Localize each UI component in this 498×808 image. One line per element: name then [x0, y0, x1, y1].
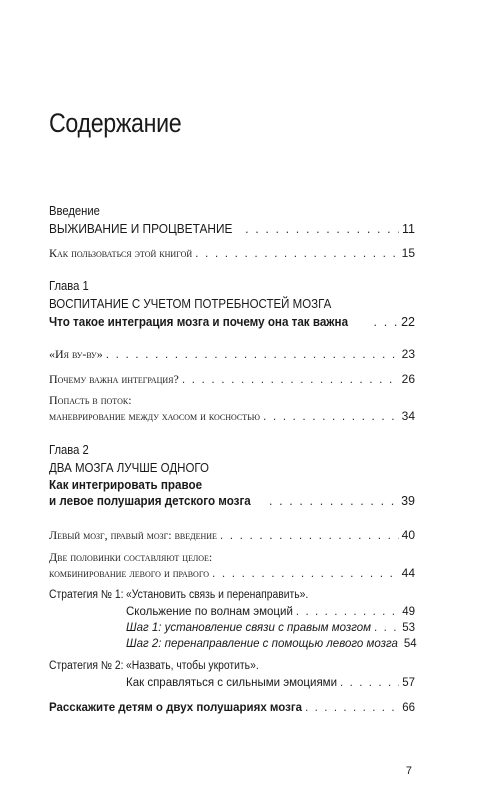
page-title: Содержание	[49, 108, 182, 138]
page-ref: 23	[401, 347, 415, 361]
page-ref: 66	[402, 702, 415, 714]
dot-leader	[220, 528, 399, 542]
toc-entry-strategy1[interactable]	[126, 606, 415, 618]
toc-entry-two-halves[interactable]	[49, 566, 415, 581]
dot-leader	[296, 606, 399, 618]
toc-entry-left-right-intro[interactable]	[49, 528, 415, 543]
page-ref: 11	[402, 222, 415, 236]
tell-children-text: Расскажите детям о двух полушариях мозга	[49, 702, 303, 714]
dot-leader	[340, 677, 399, 689]
chapter2-sub-line1: Как интегрировать правое	[49, 478, 203, 492]
chapter2-label: Глава 2	[49, 443, 89, 457]
flow-line1: Попасть в поток:	[49, 393, 132, 407]
strategy2-subtitle: Как справляться с сильными эмоциями	[126, 677, 338, 689]
dot-leader	[212, 566, 399, 580]
dot-leader	[195, 246, 399, 260]
dot-leader	[269, 494, 398, 508]
dot-leader	[106, 347, 399, 361]
strategy1-quote: «Установить связь и перенаправить».	[126, 589, 309, 601]
page-ref: 53	[402, 622, 415, 634]
chapter2-heading: ДВА МОЗГА ЛУЧШЕ ОДНОГО	[49, 461, 209, 475]
dot-leader	[182, 372, 399, 386]
page-ref: 54	[403, 638, 417, 650]
step1-text: Шаг 1: установление связи с правым мозгом	[126, 622, 372, 634]
dot-leader	[263, 409, 399, 423]
two-halves-line1: Две половинки составляют целое:	[49, 550, 213, 564]
flow-line2: маневрирование между хаосом и косностью	[49, 409, 260, 423]
step2-text: Шаг 2: перенаправление с помощью левого мозга	[126, 638, 398, 650]
intro-label: Введение	[49, 204, 100, 218]
toc-entry-intro-heading[interactable]	[49, 222, 415, 236]
page-ref: 26	[401, 372, 415, 386]
dot-leader	[305, 702, 399, 714]
dot-leader	[374, 315, 399, 329]
strategy1-subtitle: Скольжение по волнам эмоций	[126, 606, 293, 618]
ia-vu-vu-text: «Ия ву-ву»	[49, 347, 103, 361]
toc-entry-how-to-use[interactable]	[49, 246, 415, 261]
dot-leader	[245, 222, 399, 236]
toc-entry-chapter2-sub[interactable]	[49, 494, 415, 508]
page-number: 7	[405, 765, 412, 777]
page-ref: 57	[402, 677, 415, 689]
toc-entry-tell-children[interactable]	[49, 702, 415, 714]
chapter1-label: Глава 1	[49, 279, 89, 293]
strategy2-label: Стратегия № 2:	[49, 660, 124, 672]
page-ref: 44	[401, 566, 415, 580]
strategy2-quote: «Назвать, чтобы укротить».	[126, 660, 259, 672]
how-to-use-text: Как пользоваться этой книгой	[49, 246, 193, 260]
toc-entry-strategy2[interactable]	[126, 677, 415, 689]
page-ref: 40	[401, 528, 415, 542]
page-ref: 39	[401, 494, 415, 508]
page-ref: 34	[401, 409, 415, 423]
page-ref: 49	[402, 606, 415, 618]
why-integration-text: Почему важна интеграция?	[49, 372, 179, 386]
toc-entry-flow[interactable]	[49, 409, 415, 424]
strategy1-label: Стратегия № 1:	[49, 589, 124, 601]
two-halves-line2: комбинирование левого и правого	[49, 566, 210, 580]
toc-entry-chapter1-sub[interactable]	[49, 315, 415, 329]
toc-entry-step1[interactable]	[126, 622, 415, 634]
chapter2-sub-line2: и левое полушария детского мозга	[49, 494, 251, 508]
page-ref: 22	[401, 315, 415, 329]
chapter1-heading: ВОСПИТАНИЕ С УЧЕТОМ ПОТРЕБНОСТЕЙ МОЗГА	[49, 297, 332, 311]
intro-heading: ВЫЖИВАНИЕ И ПРОЦВЕТАНИЕ	[49, 222, 233, 236]
toc-entry-ia-vu-vu[interactable]	[49, 347, 415, 362]
chapter1-subheading: Что такое интеграция мозга и почему она так важна	[49, 315, 349, 329]
toc-entry-why-integration[interactable]	[49, 372, 415, 387]
left-right-intro-text: Левый мозг, правый мозг: введение	[49, 528, 217, 542]
toc-entry-step2[interactable]	[126, 638, 415, 650]
dot-leader	[374, 622, 399, 634]
page-ref: 15	[401, 246, 415, 260]
